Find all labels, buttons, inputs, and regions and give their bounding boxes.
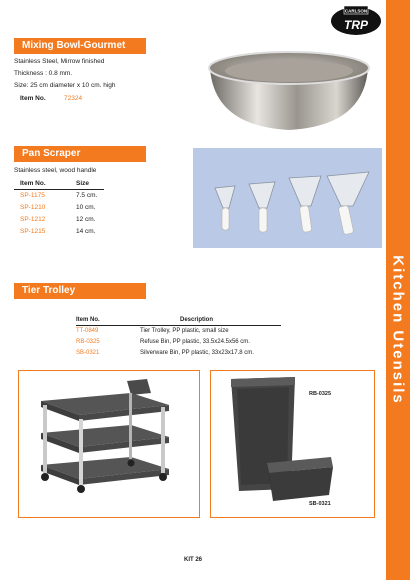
mixing-bowl-title: Mixing Bowl-Gourmet — [14, 38, 146, 54]
row-code: TT-0849 — [76, 328, 99, 334]
pan-scraper-code: SP-1215 — [20, 228, 46, 235]
row-description: Silverware Bin, PP plastic, 33x23x17.8 cm. — [140, 350, 254, 356]
tier-trolley-table — [76, 315, 281, 359]
row-description: Refuse Bin, PP plastic, 33.5x24.5x56 cm. — [140, 339, 250, 345]
mixing-bowl-line-2: Thickness : 0.8 mm. — [14, 70, 73, 77]
row-code: SB-0321 — [76, 350, 100, 356]
row-code: RB-0325 — [76, 339, 100, 345]
pan-scraper-code: SP-1210 — [20, 204, 46, 211]
table-row — [76, 348, 281, 359]
row-description: Tier Trolley, PP plastic, small size — [140, 328, 229, 334]
bin-label-rb: RB-0325 — [309, 391, 332, 397]
tier-trolley-title: Tier Trolley — [14, 283, 146, 299]
table-header — [76, 315, 281, 326]
trolley-image-frame — [18, 370, 200, 518]
bins-image-frame — [210, 370, 375, 518]
trolley-image — [19, 371, 199, 517]
pan-scraper-image — [193, 148, 382, 248]
mixing-bowl-line-3: Size: 25 cm diameter x 10 cm. high — [14, 82, 116, 89]
pan-scraper-code: SP-1175 — [20, 192, 45, 199]
bins-image — [211, 371, 374, 517]
pan-scraper-code: SP-1212 — [20, 216, 46, 223]
svg-text:CARLSON: CARLSON — [344, 8, 368, 14]
bin-label-sb: SB-0321 — [309, 501, 331, 507]
table-row — [76, 337, 281, 348]
table-row — [76, 326, 281, 337]
page-number: KIT 26 — [183, 557, 202, 563]
pan-scraper-title: Pan Scraper — [14, 146, 146, 162]
pan-scraper-size: 7.5 cm. — [76, 192, 98, 199]
header-description: Description — [180, 317, 214, 323]
pan-scraper-size: 10 cm. — [76, 204, 96, 211]
side-title — [386, 190, 410, 470]
mixing-bowl-line-1: Stainless Steel, Mirrow finished — [14, 58, 105, 65]
brand-logo — [330, 2, 382, 36]
side-title-text: Kitchen Utensils — [389, 255, 407, 405]
mixing-bowl-item-label: Item No. — [20, 95, 46, 102]
mixing-bowl-image — [196, 38, 382, 138]
pan-scraper-size: 12 cm. — [76, 216, 96, 223]
pan-scraper-header-size: Size — [76, 180, 90, 187]
pan-scraper-size: 14 cm. — [76, 228, 96, 235]
pan-scraper-header-item: Item No. — [20, 180, 46, 187]
pan-scraper-description: Stainless steel, wood handle — [14, 167, 97, 174]
pan-scraper-divider — [14, 189, 104, 190]
header-item-no: Item No. — [76, 317, 100, 323]
svg-text:TRP: TRP — [344, 18, 368, 32]
mixing-bowl-item-no: 72324 — [64, 95, 83, 102]
